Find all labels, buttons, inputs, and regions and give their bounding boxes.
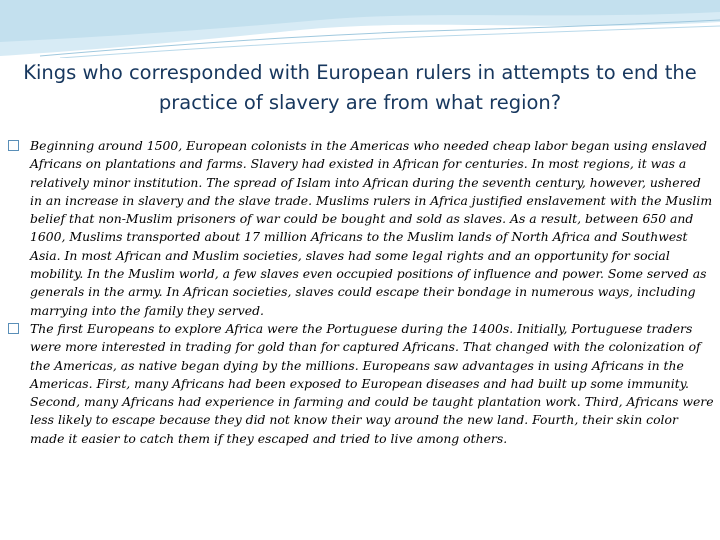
square-bullet-icon [8, 323, 19, 334]
bullet-list [8, 137, 714, 448]
bullet-text: Beginning around 1500, European colonists in the Americas who needed cheap labor began using enslaved Africans on plantations and farms. Slavery had existed in African for centuries. In most regions, it was a relatively minor institution. The spread of Islam into African during the seventh century, however, ushered in an increase in slavery and the slave trade. Muslims rulers in Africa justified enslavement with the Muslim belief that non-Muslim prisoners of war could be bought and sold as slaves. As a result, between 650 and 1600, Muslims transported about 17 million Africans to the Muslim lands of North Africa and Southwest Asia. In most African and Muslim societies, slaves had some legal rights and an opportunity for social mobility. In the Muslim world, a few slaves even occupied positions of influence and power. Some served as generals in the army. In African societies, slaves could escape their bondage in numerous ways, including marrying into the family they served. [30, 138, 713, 318]
decorative-header-band [0, 0, 720, 58]
wave-decoration [0, 0, 720, 58]
bullet-item [8, 320, 714, 448]
bullet-text: The first Europeans to explore Africa were the Portuguese during the 1400s. Initially, Portuguese traders were more interested in trading for gold than for captured Africans. That changed with the colonization of the Americas, as native began dying by the millions. Europeans saw advantages in using Africans in the Americas. First, many Africans had been exposed to European diseases and had built up some immunity. Second, many Africans had experience in farming and could be taught plantation work. Third, Africans were less likely to escape because they did not know their way around the new land. Fourth, their skin color made it easier to catch them if they escaped and tried to live among others. [30, 320, 714, 446]
square-bullet-icon [8, 140, 19, 151]
bullet-item [8, 137, 714, 320]
slide-title: Kings who corresponded with European rulers in attempts to end the practice of slavery are from what region? [23, 61, 697, 114]
